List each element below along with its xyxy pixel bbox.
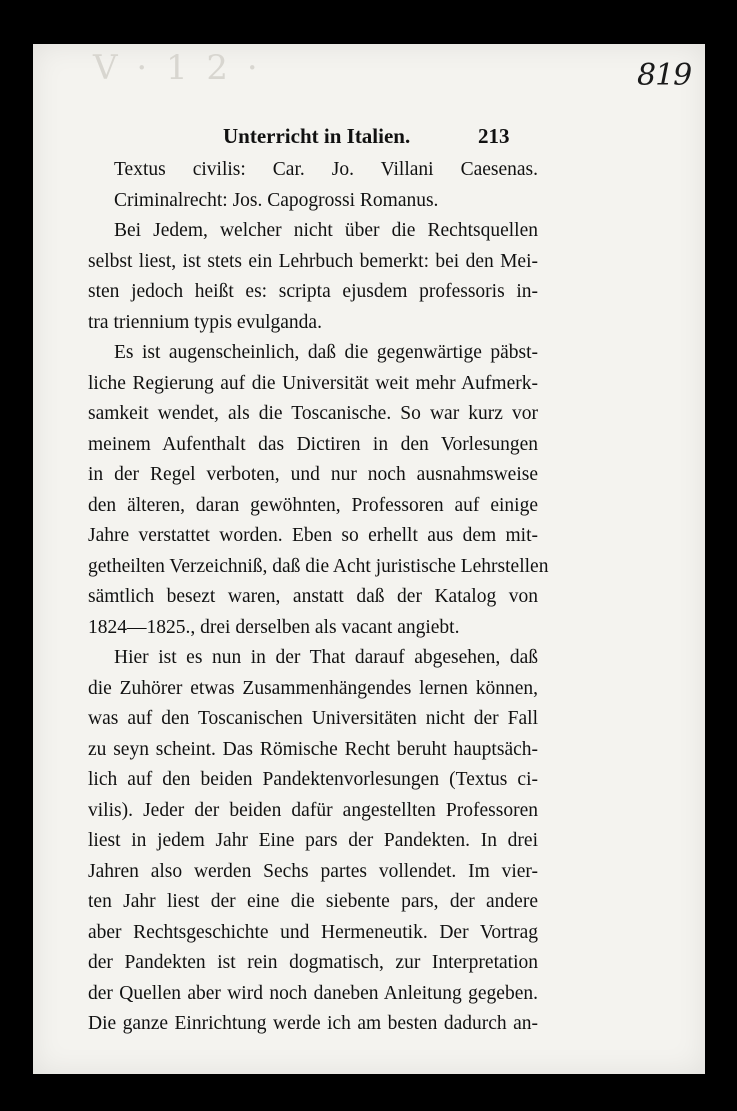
- text-line: meinem Aufenthalt das Dictiren in den Vorlesungen: [88, 433, 538, 455]
- text-line: in der Regel verboten, und nur noch ausnahmsweise: [88, 464, 538, 485]
- text-line: Die ganze Einrichtung werde ich am besten dadurch an-: [88, 1013, 538, 1034]
- text-line: 1824—1825., drei derselben als vacant angiebt.: [88, 616, 460, 638]
- page-number: 213: [478, 124, 510, 148]
- text-line: Jahren also werden Sechs partes vollendet. Im vier-: [88, 860, 538, 882]
- text-line: aber Rechtsgeschichte und Hermeneutik. Der Vortrag: [88, 921, 538, 943]
- text-line: was auf den Toscanischen Universitäten nicht der Fall: [88, 708, 538, 729]
- text-line: Jahre verstattet worden. Eben so erhellt aus dem mit-: [88, 525, 538, 546]
- text-line: vilis). Jeder der beiden dafür angestellten Professoren: [88, 799, 538, 821]
- text-line: lich auf den beiden Pandektenvorlesungen (Textus ci-: [88, 769, 538, 790]
- text-line: getheilten Verzeichniß, daß die Acht juristische Lehrstellen: [88, 555, 549, 577]
- text-line: ten Jahr liest der eine die siebente pars, der andere: [88, 891, 538, 912]
- text-line: die Zuhörer etwas Zusammenhängendes lernen können,: [88, 677, 538, 699]
- text-line: liche Regierung auf die Universität weit mehr Aufmerk-: [88, 372, 538, 394]
- faded-stamp-mark: V · 1 2 ·: [93, 48, 262, 88]
- text-line: selbst liest, ist stets ein Lehrbuch bemerkt: bei den Mei-: [88, 250, 538, 272]
- text-line: der Quellen aber wird noch daneben Anleitung gegeben.: [88, 982, 538, 1004]
- book-page: [33, 44, 705, 1074]
- text-line: liest in jedem Jahr Eine pars der Pandekten. In drei: [88, 830, 538, 851]
- text-line: zu seyn scheint. Das Römische Recht beruht hauptsäch-: [88, 738, 538, 760]
- running-title: Unterricht in Italien.: [223, 124, 411, 148]
- text-line: Es ist augenscheinlich, daß die gegenwärtige päbst-: [114, 342, 538, 363]
- text-line: Textus civilis: Car. Jo. Villani Caesenas.: [114, 159, 538, 180]
- text-line: Bei Jedem, welcher nicht über die Rechtsquellen: [114, 220, 538, 241]
- text-line: Criminalrecht: Jos. Capogrossi Romanus.: [114, 189, 439, 211]
- body-text: [88, 155, 549, 1040]
- text-line: Hier ist es nun in der That darauf abgesehen, daß: [114, 647, 538, 668]
- text-line: der Pandekten ist rein dogmatisch, zur Interpretation: [88, 952, 538, 973]
- handwritten-page-number: 819: [637, 58, 692, 93]
- text-line: den älteren, daran gewöhnten, Professoren auf einige: [88, 494, 538, 516]
- text-line: sämtlich besezt waren, anstatt daß der Katalog von: [88, 586, 538, 607]
- text-line: tra triennium typis evulganda.: [88, 311, 322, 333]
- text-line: sten jedoch heißt es: scripta ejusdem professoris in-: [88, 281, 538, 302]
- text-line: samkeit wendet, als die Toscanische. So war kurz vor: [88, 403, 538, 424]
